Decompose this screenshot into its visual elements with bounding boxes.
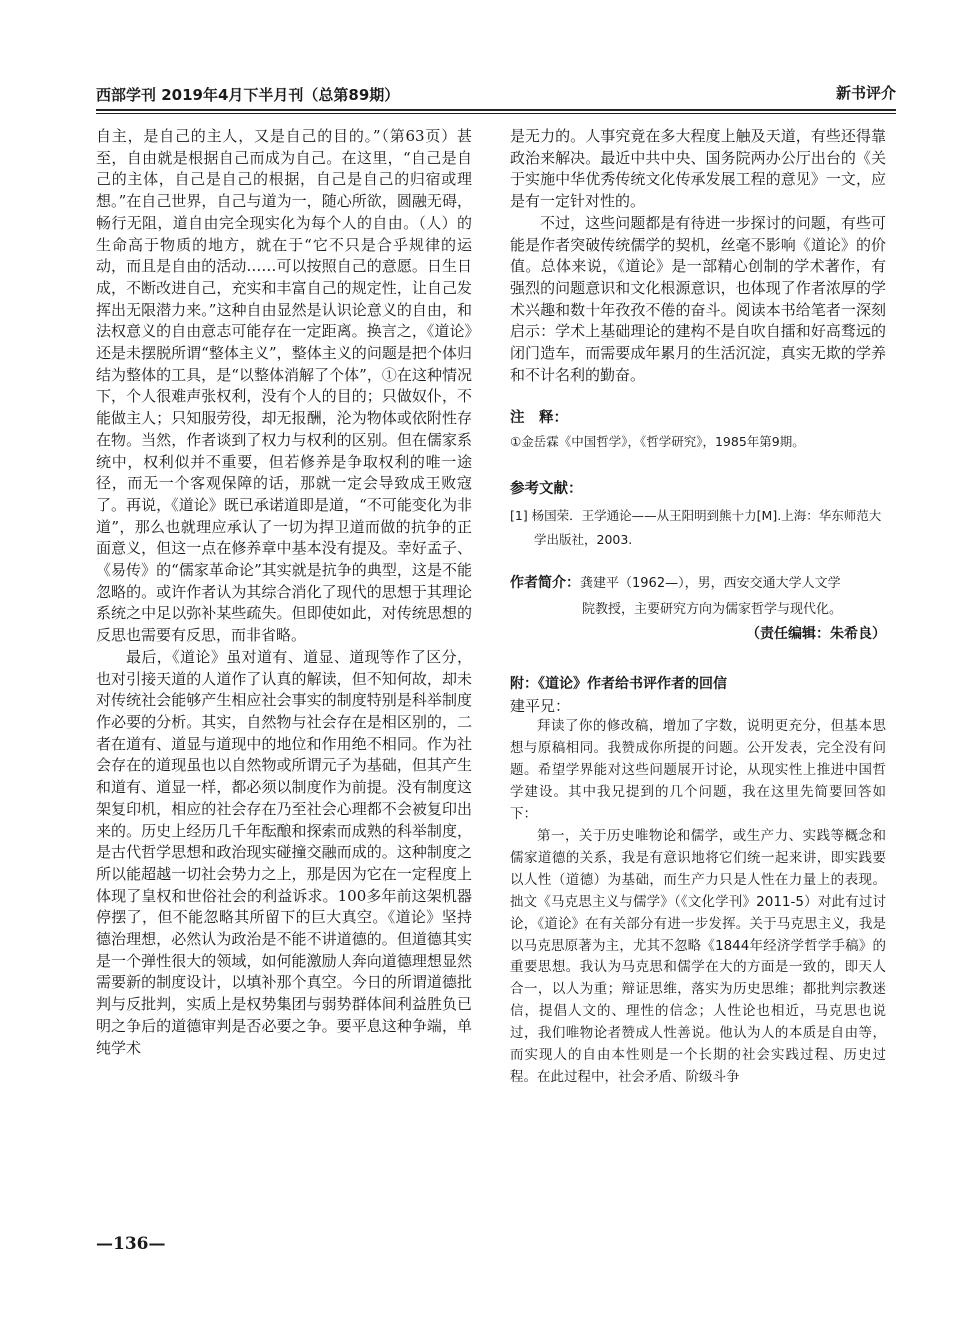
reference-item: [1] 杨国荣．王学通论——从王阳明到熊十力[M].上海：华东师范大学出版社，2003. bbox=[510, 508, 882, 548]
right-column bbox=[510, 126, 886, 1089]
body-paragraph: 是无力的。人事究竟在多大程度上触及天道，有些还得靠政治来解决。最近中共中央、国务院两办公厅出台的《关于实施中华优秀传统文化传承发展工程的意见》一文，应是有一定针对性的。 bbox=[510, 127, 886, 211]
header-rule-thick bbox=[96, 109, 896, 111]
author-bio-line1: 龚建平（1962—），男，西安交通大学人文学 bbox=[580, 576, 841, 592]
page-header bbox=[96, 78, 896, 108]
author-bio-label: 作者简介： bbox=[510, 575, 580, 592]
author-bio-line2: 院教授，主要研究方向为儒家哲学与现代化。 bbox=[582, 602, 843, 618]
annex-salutation: 建平兄： bbox=[510, 697, 571, 716]
header-rule-thin bbox=[96, 113, 896, 114]
annex-paragraph: 拜读了你的修改稿，增加了字数，说明更充分，但基本思想与原稿相同。我赞成你所提的问题。公开发表，完全没有问题。希望学界能对这些问题展开讨论，从现实性上推进中国哲学建设。其中我兄提到的几个问题，我在这里先简要回答如下： bbox=[510, 718, 886, 823]
annex-title: 附：《道论》作者给书评作者的回信 bbox=[510, 676, 727, 693]
section-title: 新书评介 bbox=[835, 84, 896, 102]
references-heading: 参考文献： bbox=[510, 481, 583, 498]
left-column bbox=[96, 126, 472, 1059]
notes-heading: 注 释： bbox=[510, 410, 568, 427]
body-paragraph: 最后，《道论》虽对道有、道显、道现等作了区分，也对引接天道的人道作了认真的解读，但不知何故，却未对传统社会能够产生相应社会事实的制度特别是科举制度作必要的分析。其实，自然物与社会存在是相区别的，二者在道有、道显与道现中的地位和作用绝不相同。作为社会存在的道现虽也以自然物或所谓元子为基础，但其产生和道有、道显一样，都必须以制度作为前提。没有制度这架复印机，相应的社会存在乃至社会心理都不会被复印出来的。历史上经历几千年酝酿和探索而成熟的科举制度，是古代哲学思想和政治现实碰撞交融而成的。这种制度之所以能超越一切社会势力之上，那是因为它在一定程度上体现了皇权和世俗社会的利益诉求。100多年前这架机器停摆了，但不能忽略其所留下的巨大真空。《道论》坚持德治理想，必然认为政治是不能不讲道德的。但道德其实是一个弹性很大的领域，如何能激励人奔向道德理想显然需要新的制度设计，以填补那个真空。今日的所谓道德批判与反批判，实质上是权势集团与弱势群体间利益胜负已明之争后的道德审判是否必要之争。要平息这种争端，单纯学术 bbox=[96, 647, 472, 1057]
note-item: ①金岳霖《中国哲学》，《哲学研究》，1985年第9期。 bbox=[510, 434, 805, 450]
body-paragraph: 不过，这些问题都是有待进一步探讨的问题，有些可能是作者突破传统儒学的契机，丝毫不影响《道论》的价值。总体来说，《道论》是一部精心创制的学术著作，有强烈的问题意识和文化根源意识，也体现了作者浓厚的学术兴趣和数十年孜孜不倦的奋斗。阅读本书给笔者一深刻启示：学术上基础理论的建构不是自吹自擂和好高骛远的闭门造车，而需要成年累月的生活沉淀，真实无欺的学养和不计名利的勤奋。 bbox=[510, 213, 886, 384]
page-number: —136— bbox=[96, 1234, 166, 1254]
annex-paragraph: 第一，关于历史唯物论和儒学，或生产力、实践等概念和儒家道德的关系，我是有意识地将它们统一起来讲，即实践要以人性（道德）为基础，而生产力只是人性在力量上的表现。拙文《马克思主义与儒学》（《文化学刊》2011-5）对此有过讨论，《道论》在有关部分有进一步发挥。关于马克思主义，我是以马克思原著为主，尤其不忽略《1844年经济学哲学手稿》的重要思想。我认为马克思和儒学在大的方面是一致的，即天人合一，以人为重；辩证思维，落实为历史思维；都批判宗教迷信，提倡人文的、理性的信念；人性论也相近，马克思也说过，我们唯物论者赞成人性善说。他认为人的本质是自由等，而实现人的自由本性则是一个长期的社会实践过程、历史过程。在此过程中，社会矛盾、阶级斗争 bbox=[510, 827, 886, 1085]
journal-title: 西部学刊 2019年4月下半月刊（总第89期） bbox=[96, 86, 400, 104]
responsible-editor: （责任编辑：朱希良） bbox=[746, 626, 886, 643]
author-bio bbox=[510, 570, 886, 623]
body-paragraph: 自主，是自己的主人，又是自己的目的。”（第63页）甚至，自由就是根据自己而成为自己。在这里，“自己是自己的主体，自己是自己的根据，自己是自己的归宿或理想。”在自己世界，自己与道为一，随心所欲，圆融无碍，畅行无阻，道自由完全现实化为每个人的自由。（人）的生命高于物质的地方，就在于“它不只是合乎规律的运动，而且是自由的活动……可以按照自己的意愿。日生日成，不断改进自己，充实和丰富自己的规定性，让自己发挥出无限潜力来。”这种自由显然是认识论意义的自由，和法权意义的自由意志可能存在一定距离。换言之，《道论》还是未摆脱所谓“整体主义”，整体主义的问题是把个体归结为整体的工具，是“以整体消解了个体”，①在这种情况下，个人很难声张权利，没有个人的目的；只做奴仆，不能做主人；只知服劳役，却无报酬，沦为物体或依附性存在物。当然，作者谈到了权力与权利的区别。但在儒家系统中，权利似并不重要，但若修养是争取权利的唯一途径，而无一个客观保障的话，那就一定会导致成王败寇了。再说，《道论》既已承诺道即是道，“不可能变化为非道”，那么也就理应承认了一切为捍卫道而做的抗争的正面意义，但这一点在修养章中基本没有提及。幸好孟子、《易传》的“儒家革命论”其实就是抗争的典型，这是不能忽略的。或许作者认为其综合消化了现代的思想于其理论系统之中足以弥补某些疏失。但即使如此，对传统思想的反思也需要有反思，而非省略。 bbox=[96, 127, 472, 645]
